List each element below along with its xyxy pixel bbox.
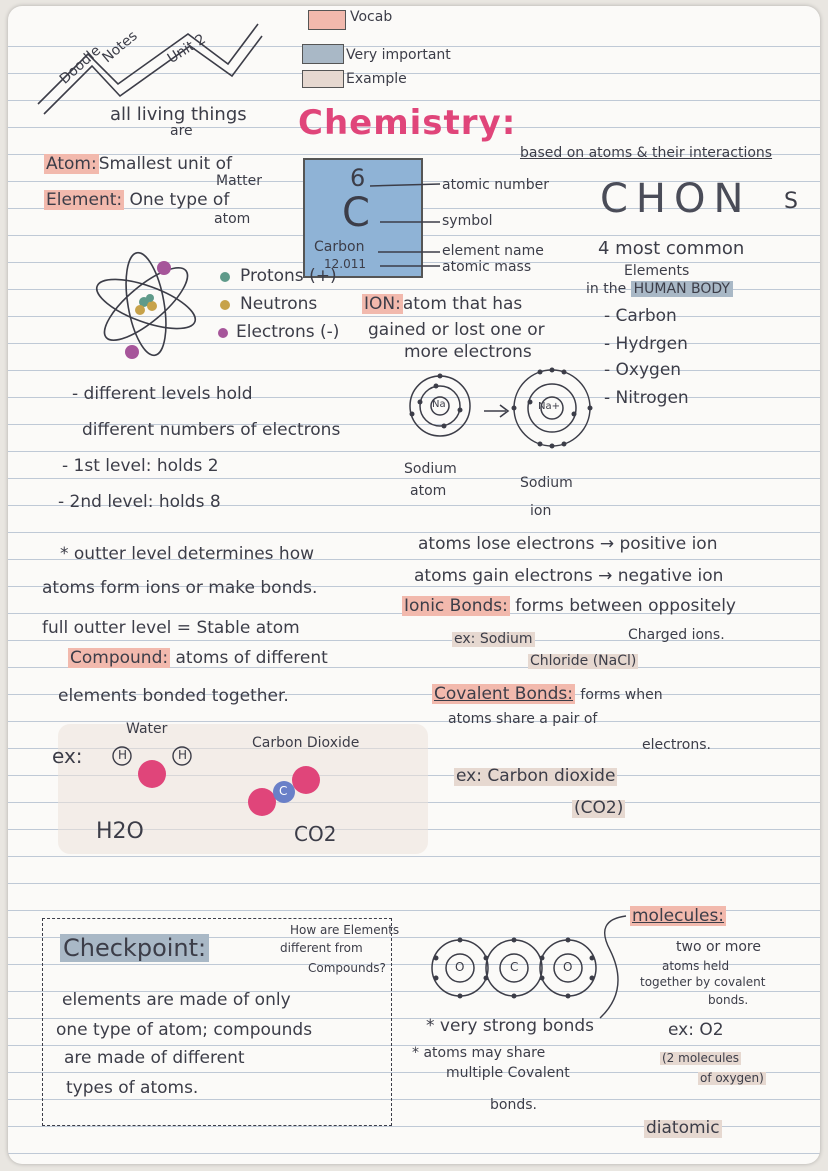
co2-formula: CO2 xyxy=(294,822,337,846)
legend-important-label: Very important xyxy=(346,47,451,63)
ion-text-2: gained or lost one or xyxy=(368,320,545,340)
legend-example-label: Example xyxy=(346,71,407,87)
atom-term: Atom: xyxy=(46,154,97,174)
tile-element-name: Carbon xyxy=(314,239,365,255)
chon-item-nitrogen: - Nitrogen xyxy=(604,388,689,408)
atom-definition-text-2: Matter xyxy=(216,173,263,189)
element-definition-text-2: atom xyxy=(214,211,251,227)
molecules-text-1: two or more xyxy=(676,939,761,955)
chon-letters: CHON xyxy=(600,176,752,222)
checkpoint-question-3: Compounds? xyxy=(308,961,386,975)
checkpoint-answer-2: one type of atom; compounds xyxy=(56,1020,313,1040)
molecule-note-3: multiple Covalent xyxy=(446,1065,570,1081)
water-h-left: H xyxy=(118,748,128,762)
element-definition-text: One type of xyxy=(129,190,230,210)
shell-o-right: O xyxy=(563,960,573,974)
outer-line-1: * outter level determines how xyxy=(60,544,315,564)
molecules-diatomic: diatomic xyxy=(646,1118,720,1138)
tile-symbol: C xyxy=(342,190,370,236)
sodium-atom-label-2: atom xyxy=(410,483,447,499)
ion-definition xyxy=(362,296,522,314)
molecules-example-2: (2 molecules xyxy=(662,1051,740,1065)
outer-line-2: atoms form ions or make bonds. xyxy=(42,578,318,598)
ionic-example-2: Chloride (NaCl) xyxy=(530,653,637,669)
covalent-example-2: (CO2) xyxy=(574,798,624,818)
ion-text-3: more electrons xyxy=(404,342,532,362)
checkpoint-answer-1: elements are made of only xyxy=(62,990,291,1010)
shell-c-center: C xyxy=(510,960,519,974)
ionic-text-2: Charged ions. xyxy=(628,627,725,643)
ion-term: ION: xyxy=(364,294,401,314)
covalent-text-3: electrons. xyxy=(642,737,711,753)
ion-arrow xyxy=(482,404,512,418)
electron-dot xyxy=(218,328,228,338)
outer-line-3: full outter level = Stable atom xyxy=(42,618,300,638)
chon-caption-2: Elements xyxy=(624,263,690,279)
molecules-example-3: of oxygen) xyxy=(700,1071,764,1085)
proton-dot xyxy=(220,272,230,282)
notebook-page xyxy=(8,6,820,1164)
checkpoint-answer-3: are made of different xyxy=(64,1048,245,1068)
shell-o-left: O xyxy=(455,960,465,974)
atom-drawing xyxy=(88,244,208,364)
neutron-dot xyxy=(220,300,230,310)
covalent-text-2: atoms share a pair of xyxy=(448,711,598,727)
molecule-note-1: * very strong bonds xyxy=(426,1016,594,1036)
levels-line-2: different numbers of electrons xyxy=(82,420,341,440)
checkpoint-title xyxy=(60,936,209,961)
ionic-bonds xyxy=(402,598,736,616)
co2-c-label: C xyxy=(279,784,288,798)
element-definition xyxy=(44,192,229,210)
checkpoint-question-2: different from xyxy=(280,941,363,955)
molecule-note-2: * atoms may share xyxy=(412,1045,546,1061)
chon-caption-3: in the xyxy=(586,281,627,297)
levels-line-3: - 1st level: holds 2 xyxy=(62,456,219,476)
subtitle-are: are xyxy=(170,123,193,139)
water-h-right: H xyxy=(178,748,188,762)
compound-text-2: elements bonded together. xyxy=(58,686,289,706)
sodium-atom-label-1: Sodium xyxy=(404,461,457,477)
checkpoint-answer-4: types of atoms. xyxy=(66,1078,199,1098)
ion-text-1: atom that has xyxy=(402,294,523,314)
label-atomic-mass: atomic mass xyxy=(442,259,532,275)
label-atomic-number: atomic number xyxy=(442,177,549,193)
tile-atomic-number: 6 xyxy=(350,164,366,192)
checkpoint-question-1: How are Elements xyxy=(290,923,400,937)
chon-extra-letter: S xyxy=(784,189,798,214)
molecules-text-3: together by covalent xyxy=(640,975,766,989)
checkpoint-title-text: Checkpoint: xyxy=(60,934,209,962)
molecules-example-1: ex: O2 xyxy=(668,1020,724,1040)
tagline: based on atoms & their interactions xyxy=(520,145,773,161)
ionic-text-1: forms between oppositely xyxy=(515,596,736,616)
ionic-term: Ionic Bonds: xyxy=(404,596,508,616)
atom-definition-text: Smallest unit of xyxy=(98,154,233,174)
tile-arrows xyxy=(370,174,450,274)
water-formula: H2O xyxy=(96,819,144,844)
molecules-bracket xyxy=(590,910,660,1030)
legend-vocab-swatch xyxy=(308,10,346,30)
molecules-text-4: bonds. xyxy=(708,993,749,1007)
label-symbol: symbol xyxy=(442,213,493,229)
levels-line-4: - 2nd level: holds 8 xyxy=(58,492,221,512)
label-element-name: element name xyxy=(442,243,544,259)
legend-example-swatch xyxy=(302,70,344,88)
molecules-text-2: atoms held xyxy=(662,959,730,973)
subtitle-living-things: all living things xyxy=(110,104,247,125)
banner-unit-text: Unit 2 xyxy=(164,31,209,67)
covalent-example-1: ex: Carbon dioxide xyxy=(456,766,616,786)
covalent-term: Covalent Bonds: xyxy=(434,684,573,704)
water-label: Water xyxy=(126,721,168,737)
chon-caption-1: 4 most common xyxy=(598,238,745,259)
ion-charge-line-2: atoms gain electrons → negative ion xyxy=(414,566,724,586)
compound-text-1: atoms of different xyxy=(175,648,328,668)
ionic-example-1: ex: Sodium xyxy=(454,631,533,647)
chon-caption-4: HUMAN BODY xyxy=(631,281,733,297)
sodium-atom-symbol: Na xyxy=(432,399,446,410)
banner-notes-text: Notes xyxy=(99,27,141,67)
sodium-ion-label-1: Sodium xyxy=(520,475,573,491)
molecule-ex-label: ex: xyxy=(52,744,83,768)
covalent-text-1: forms when xyxy=(580,687,663,703)
chon-caption-3-4 xyxy=(586,282,733,297)
proton-label: Protons (+) xyxy=(240,266,337,286)
chon-item-hydrogen: - Hydrgen xyxy=(604,334,688,354)
molecule-note-4: bonds. xyxy=(490,1097,537,1113)
covalent-bonds xyxy=(432,686,663,704)
ion-charge-line-1: atoms lose electrons → positive ion xyxy=(418,534,718,554)
compound-term: Compound: xyxy=(70,648,169,668)
atom-definition xyxy=(44,156,232,174)
page-title: Chemistry: xyxy=(298,103,517,143)
co2-label: Carbon Dioxide xyxy=(252,735,360,751)
levels-line-1: - different levels hold xyxy=(72,384,253,404)
sodium-ion-symbol: Na+ xyxy=(538,401,560,412)
electron-label: Electrons (-) xyxy=(236,322,340,342)
legend-important-swatch xyxy=(302,44,344,64)
chon-item-oxygen: - Oxygen xyxy=(604,360,682,380)
banner-doodle-text: Doodle xyxy=(56,42,105,88)
sodium-ion-label-2: ion xyxy=(530,503,552,519)
tile-atomic-mass: 12.011 xyxy=(324,257,366,271)
compound-definition xyxy=(68,650,328,668)
element-term: Element: xyxy=(46,190,123,210)
legend-vocab-label: Vocab xyxy=(350,9,393,25)
neutron-label: Neutrons xyxy=(240,294,318,314)
molecules-term-text: molecules: xyxy=(632,906,725,926)
chon-item-carbon: - Carbon xyxy=(604,306,677,326)
